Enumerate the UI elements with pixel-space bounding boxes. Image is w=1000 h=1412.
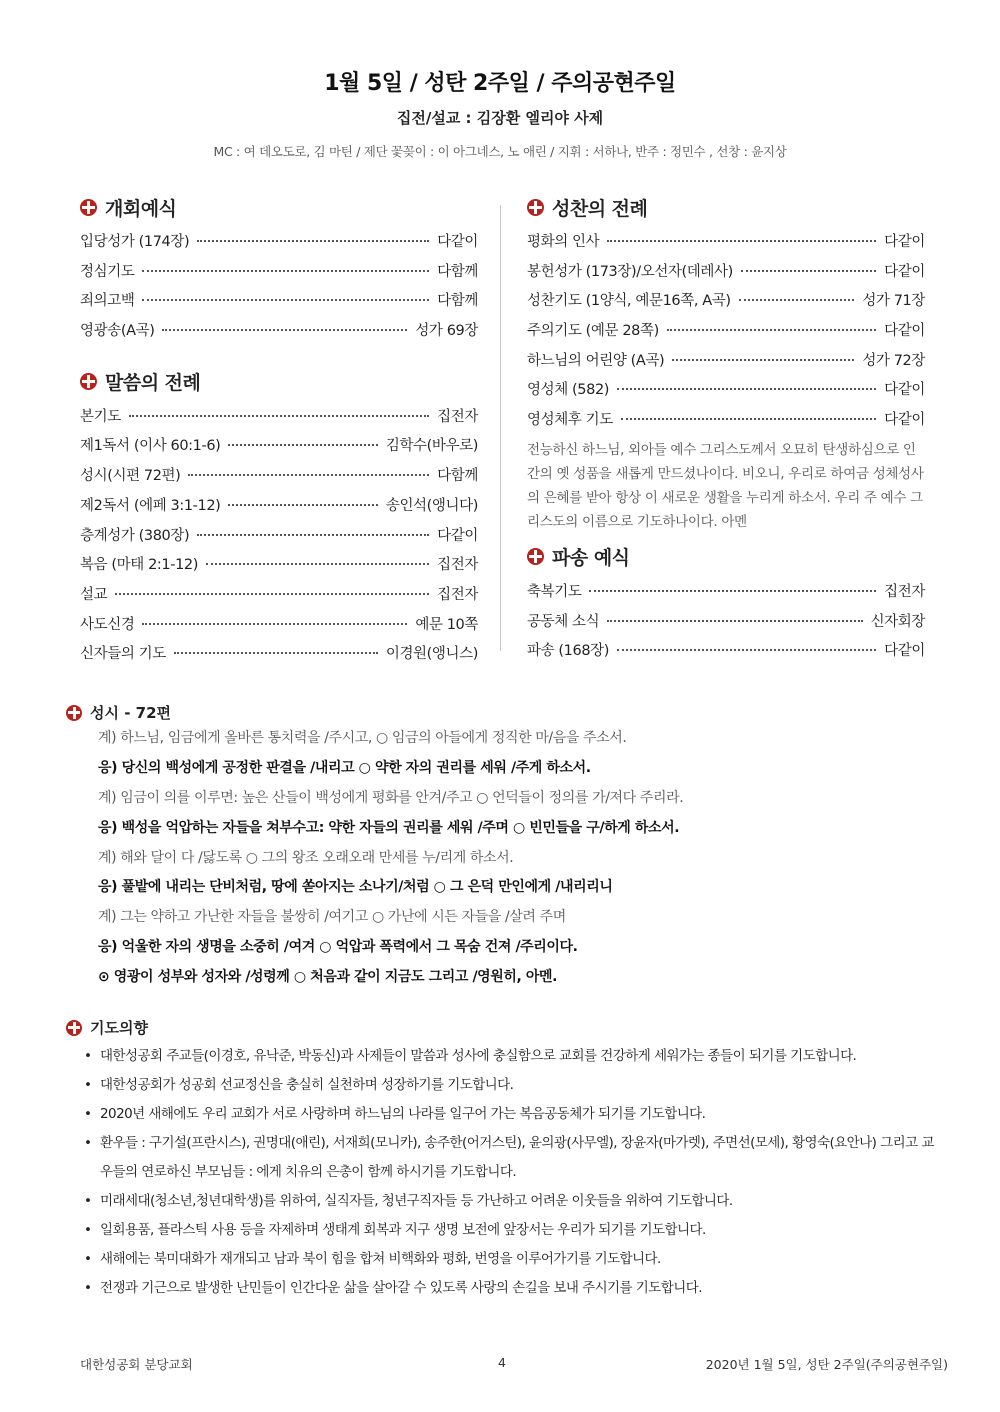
- section-heading-psalm: 성시 - 72편: [66, 702, 171, 723]
- psalm-responsive-reading: [98, 727, 958, 996]
- order-list-gathering: [80, 230, 478, 349]
- list-item: • 대한성공회 주교들(이경호, 유낙준, 박동신)과 사제들이 말씀과 성사에 충실함으로 교회를 건강하게 세워가는 종들이 되기를 기도합니다.: [84, 1048, 857, 1064]
- psalm-line-leader: 계) 해와 달이 다 /닳도록 ○ 그의 왕조 오래오래 만세를 누/리게 하소서.: [98, 849, 514, 866]
- leader-dots: [667, 329, 876, 331]
- cross-icon: [66, 705, 82, 721]
- leader-dots: [607, 620, 862, 622]
- order-item: 주의기도 (예문 28쪽) 다같이: [527, 323, 925, 340]
- order-item: 사도신경 예문 10쪽: [80, 616, 478, 633]
- cross-icon: [66, 1020, 82, 1036]
- order-item: 정심기도 다함께: [80, 263, 478, 280]
- leader-dots: [672, 359, 854, 361]
- leader-dots: [142, 270, 429, 272]
- leader-dots: [115, 593, 429, 595]
- left-column: [80, 194, 478, 672]
- post-communion-prayer-text: 전능하신 하느님, 외아들 예수 그리스도께서 오묘히 탄생하심으로 인간의 옛 성품을 새롭게 만드셨나이다. 비오니, 우리로 하여금 성체성사의 은혜를 받아 항상 이 새로운 생활을 누리게 하소서. 우리 주 예수 그리스도의 이름으로 기도하나이다. 아멘: [527, 441, 924, 530]
- leader-dots: [174, 652, 378, 654]
- order-item: 하느님의 어린양 (A곡) 성가 72장: [527, 352, 925, 369]
- leader-dots: [617, 388, 876, 390]
- psalm-line-people: 응) 억울한 자의 생명을 소중히 /여겨 ○ 억압과 폭력에서 그 목숨 건져 /주리이다.: [98, 939, 578, 956]
- order-item: 복음 (마태 2:1-12) 집전자: [80, 557, 478, 574]
- psalm-line-gloria: ⊙ 영광이 성부와 성자와 /성령께 ○ 처음과 같이 지금도 그리고 /영원히, 아멘.: [98, 969, 558, 986]
- order-item: 성찬기도 (1양식, 예문16쪽, A곡) 성가 71장: [527, 293, 925, 310]
- leader-dots: [607, 240, 876, 242]
- order-item: 영광송(A곡) 성가 69장: [80, 323, 478, 340]
- list-item: • 환우들 : 구기설(프란시스), 권명대(애린), 서재희(모니카), 송주한(어거스틴), 윤의광(사무엘), 장윤자(마가렛), 주면선(모세), 황영숙(요안나) 그리고 교우들의 연로하신 부모님들 : 에게 치유의 은총이 함께 하시기를 기도합니다.: [84, 1135, 934, 1180]
- order-item: 영성체 (582) 다같이: [527, 382, 925, 399]
- leader-dots: [142, 623, 407, 625]
- order-item: 평화의 인사 다같이: [527, 234, 925, 250]
- psalm-line-leader: 계) 하느님, 임금에게 올바른 통치력을 /주시고, ○ 임금의 아들에게 정직한 마/음을 주소서.: [98, 730, 627, 746]
- service-credits: MC : 여 데오도로, 김 마틴 / 제단 꽃꽂이 : 이 아그네스, 노 애린 / 지휘 : 서하나, 반주 : 정민수 , 선창 : 윤지상: [213, 144, 787, 159]
- leader-dots: [621, 418, 876, 420]
- leader-dots: [129, 415, 429, 417]
- list-item: • 새해에는 북미대화가 재개되고 남과 북이 힘을 합쳐 비핵화와 평화, 번영을 이루어가기를 기도합니다.: [84, 1251, 661, 1267]
- list-item: • 대한성공회가 성공회 선교정신을 충실히 실천하며 성장하기를 기도합니다.: [84, 1077, 514, 1093]
- footer-church-name: 대한성공회 분당교회: [80, 1357, 193, 1372]
- order-item: 설교 집전자: [80, 586, 478, 603]
- section-heading-dismissal: 파송 예식: [527, 544, 925, 570]
- column-divider: [500, 205, 501, 651]
- psalm-line-people: 응) 당신의 백성에게 공정한 판결을 /내리고 ○ 약한 자의 권리를 세워 /주게 하소서.: [98, 759, 591, 776]
- order-list-word: [80, 405, 478, 672]
- order-item: 봉헌성가 (173장)/오선자(데레사) 다같이: [527, 263, 925, 280]
- list-item: • 미래세대(청소년,청년대학생)를 위하여, 실직자들, 청년구직자들 등 가난하고 어려운 이웃들을 위하여 기도합니다.: [84, 1193, 733, 1209]
- order-item: 신자들의 기도 이경원(앵니스): [80, 646, 478, 663]
- leader-dots: [197, 534, 429, 536]
- section-heading-intentions: 기도의향: [66, 1017, 148, 1038]
- leader-dots: [162, 329, 407, 331]
- list-item: • 전쟁과 기근으로 발생한 난민들이 인간다운 삶을 살아갈 수 있도록 사랑의 손길을 보내 주시기를 기도합니다.: [84, 1280, 702, 1296]
- order-item: 입당성가 (174장) 다같이: [80, 234, 478, 250]
- list-item: • 일회용품, 플라스틱 사용 등을 자제하며 생태계 회복과 지구 생명 보전에 앞장서는 우리가 되기를 기도합니다.: [84, 1222, 706, 1238]
- section-heading-gathering: 개회예식: [80, 194, 478, 220]
- order-item: 영성체후 기도 다같이: [527, 412, 925, 429]
- psalm-line-leader: 계) 임금이 의를 이루면: 높은 산들이 백성에게 평화를 안겨/주고 ○ 언덕들이 정의를 가/져다 주리라.: [98, 789, 684, 806]
- order-item: 성시(시편 72편) 다함께: [80, 468, 478, 485]
- order-item: 본기도 집전자: [80, 408, 478, 425]
- prayer-intentions-list: [84, 1042, 944, 1303]
- order-item: 제2독서 (에페 3:1-12) 송인석(앵니다): [80, 497, 478, 514]
- cross-icon: [80, 373, 97, 390]
- bulletin-header: [0, 66, 1000, 160]
- leader-dots: [142, 299, 429, 301]
- footer-date: 2020년 1월 5일, 성탄 2주일(주의공현주일): [705, 1357, 948, 1372]
- order-item: 파송 (168장) 다같이: [527, 643, 925, 660]
- order-item: 축복기도 집전자: [527, 583, 925, 600]
- page-number: 4: [498, 1355, 506, 1370]
- right-column: [527, 194, 925, 669]
- section-heading-word: 말씀의 전례: [80, 369, 478, 395]
- leader-dots: [197, 240, 429, 242]
- order-item: 층계성가 (380장) 다같이: [80, 527, 478, 544]
- leader-dots: [228, 504, 377, 506]
- leader-dots: [228, 444, 377, 446]
- order-item: 죄의고백 다함께: [80, 293, 478, 310]
- cross-icon: [80, 199, 97, 216]
- leader-dots: [188, 474, 429, 476]
- psalm-line-leader: 계) 그는 약하고 가난한 자들을 불쌍히 /여기고 ○ 가난에 시든 자들을 /살려 주며: [98, 909, 566, 926]
- leader-dots: [739, 299, 855, 301]
- section-heading-eucharist: 성찬의 전례: [527, 194, 925, 220]
- order-item: 제1독서 (이사 60:1-6) 김학수(바우로): [80, 438, 478, 455]
- page-subtitle: 집전/설교 : 김장환 엘리야 사제: [396, 109, 604, 127]
- order-list-dismissal: [527, 580, 925, 669]
- leader-dots: [589, 590, 876, 592]
- list-item: • 2020년 새해에도 우리 교회가 서로 사랑하며 하느님의 나라를 일구어 가는 복음공동체가 되기를 기도합니다.: [84, 1106, 706, 1122]
- leader-dots: [741, 270, 876, 272]
- leader-dots: [617, 649, 876, 651]
- cross-icon: [527, 548, 544, 565]
- psalm-line-people: 응) 백성을 억압하는 자들을 쳐부수고: 약한 자들의 권리를 세워 /주며 ○ 빈민들을 구/하게 하소서.: [98, 819, 680, 836]
- page-title: 1월 5일 / 성탄 2주일 / 주의공현주일: [324, 71, 676, 96]
- psalm-line-people: 응) 풀밭에 내리는 단비처럼, 땅에 쏟아지는 소나기/처럼 ○ 그 은덕 만인에게 /내리리니: [98, 879, 613, 896]
- order-item: 공동체 소식 신자회장: [527, 613, 925, 630]
- cross-icon: [527, 199, 544, 216]
- leader-dots: [206, 563, 429, 565]
- order-list-eucharist: [527, 230, 925, 438]
